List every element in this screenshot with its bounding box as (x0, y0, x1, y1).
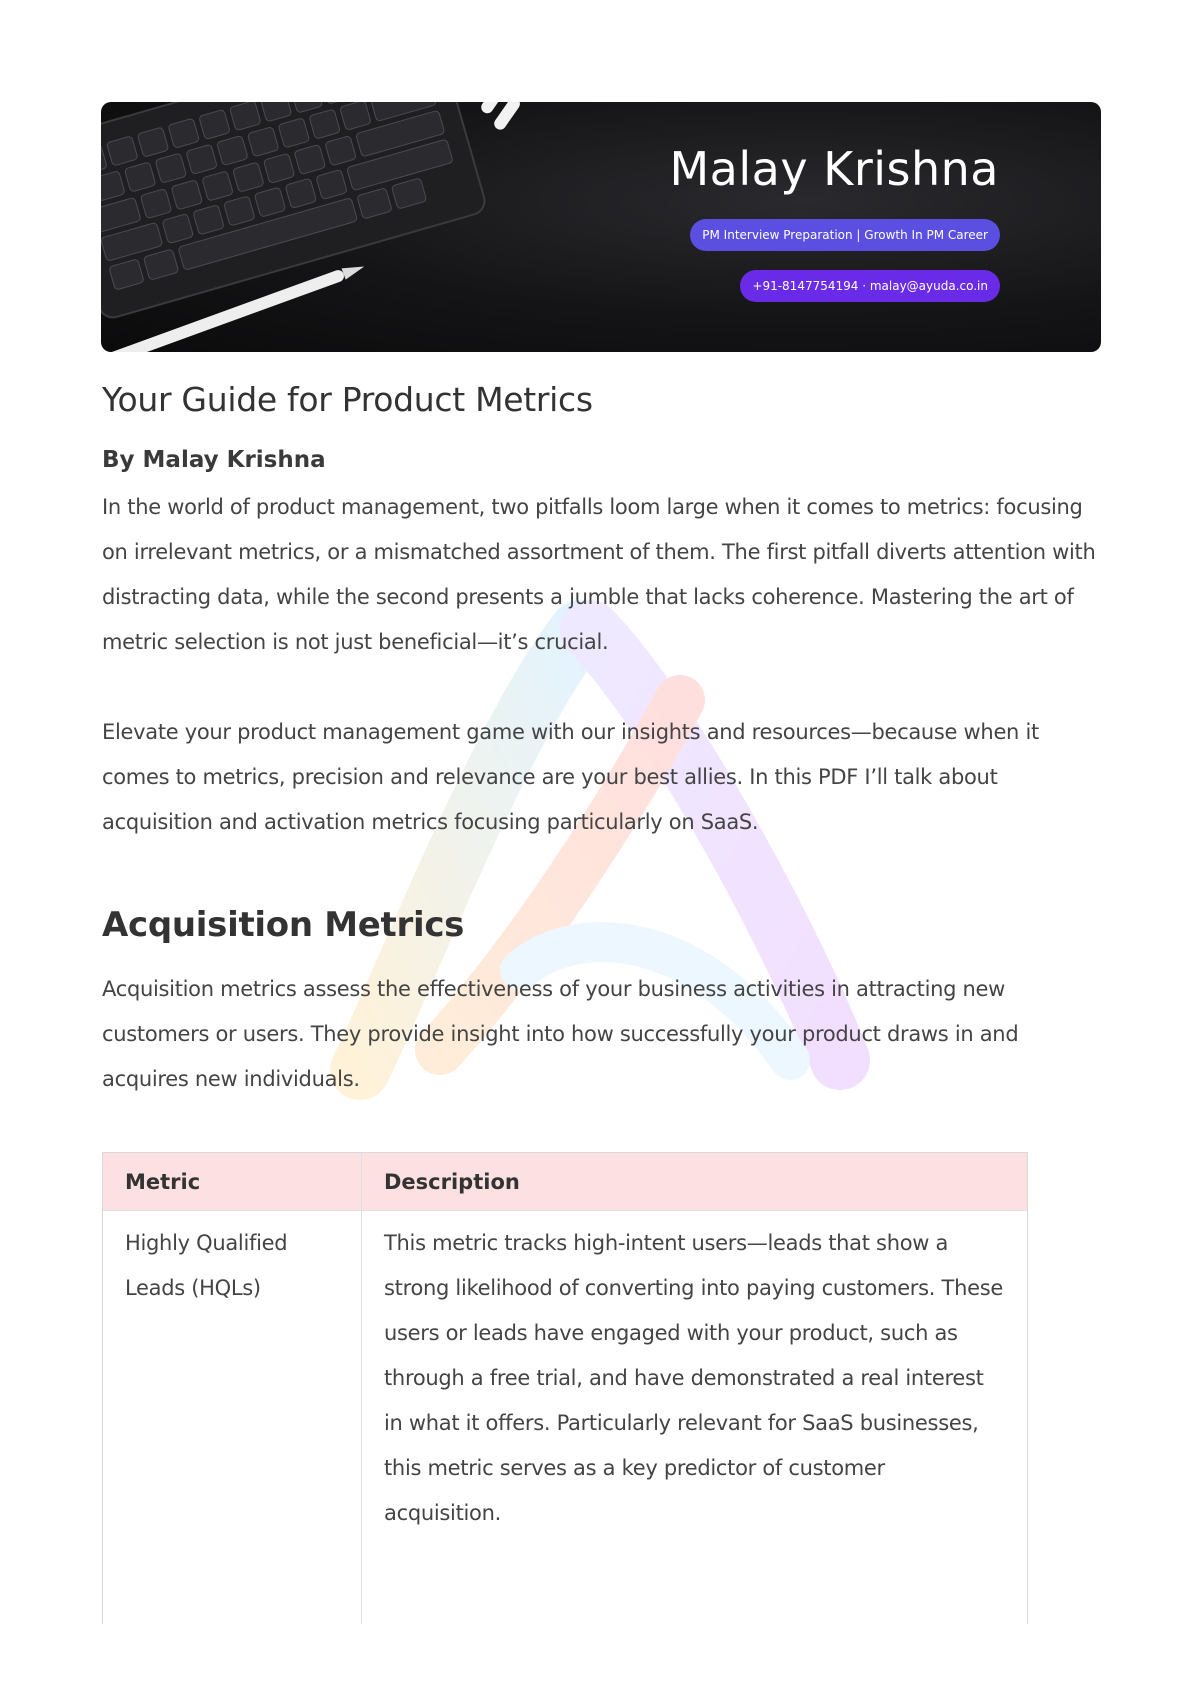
contact-badge: +91-8147754194 · malay@ayuda.co.in (740, 270, 1000, 302)
table-cell-description: This metric tracks high-intent users—leads that show a strong likelihood of converting into paying customers. These users or leads have engaged with your product, such as through a free trial, and have demonstrated a real interest in what it offers. Particularly relevant for SaaS businesses, this metric serves as a key predictor of customer acquisition. (384, 1231, 1003, 1525)
document-body (102, 380, 1102, 1624)
byline: By Malay Krishna (102, 447, 326, 473)
intro-paragraph: In the world of product management, two pitfalls loom large when it comes to metrics: focusing on irrelevant metrics, or a mismatched assortment of them. The first pitfall diverts attention with distracting data, while the second presents a jumble that lacks coherence. Mastering the art of metric selection is not just beneficial—it’s crucial. (102, 495, 1096, 654)
tagline-badge: PM Interview Preparation | Growth In PM Career (690, 219, 1000, 251)
section-heading: Acquisition Metrics (102, 905, 465, 945)
table-header-row (103, 1153, 1027, 1211)
keyboard-pencil-image (101, 102, 561, 352)
table-header-description: Description (384, 1170, 520, 1194)
document-title: Your Guide for Product Metrics (102, 380, 593, 419)
section-paragraph: Acquisition metrics assess the effectiveness of your business activities in attracting new customers or users. They provide insight into how successfully your product draws in and acquires new individuals. (102, 977, 1019, 1091)
table-cell-metric: Highly Qualified Leads (HQLs) (103, 1211, 362, 1624)
header-banner (101, 102, 1101, 352)
table-row (103, 1211, 1027, 1624)
metrics-table (102, 1152, 1028, 1624)
table-header-metric: Metric (103, 1153, 362, 1210)
banner-name: Malay Krishna (669, 142, 999, 196)
intro-paragraph: Elevate your product management game with our insights and resources—because when it comes to metrics, precision and relevance are your best allies. In this PDF I’ll talk about acquisition and activation metrics focusing particularly on SaaS. (102, 720, 1039, 834)
